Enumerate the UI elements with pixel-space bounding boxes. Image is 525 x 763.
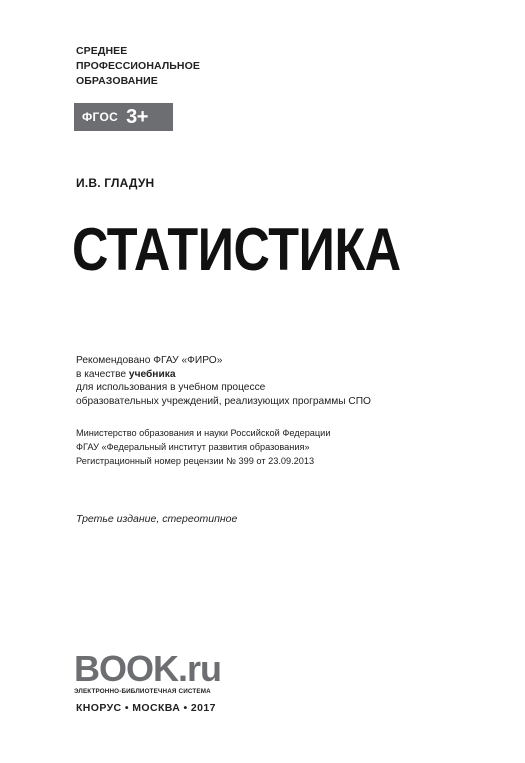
publisher-logo-subtitle: ЭЛЕКТРОННО-БИБЛИОТЕЧНАЯ СИСТЕМА	[74, 688, 211, 695]
fgos-badge	[74, 103, 173, 131]
publisher-logo-text: BOOK.ru	[74, 648, 222, 689]
series-line-2: ПРОФЕССИОНАЛЬНОЕ	[76, 60, 200, 72]
approval-line-2: ФГАУ «Федеральный институт развития образования»	[76, 442, 310, 452]
series-line-1: СРЕДНЕЕ	[76, 45, 128, 57]
recommendation-line-1: Рекомендовано ФГАУ «ФИРО»	[76, 355, 223, 366]
fgos-badge-version: 3+	[126, 105, 148, 128]
recommendation-block	[76, 354, 371, 408]
approval-line-1: Министерство образования и науки Российской Федерации	[76, 428, 331, 438]
series-heading	[76, 44, 200, 89]
approval-line-3: Регистрационный номер рецензии № 399 от 23.09.2013	[76, 456, 315, 466]
publisher-logo	[74, 648, 234, 695]
fgos-badge-label: ФГОС	[82, 110, 119, 124]
recommendation-line-2-bold: учебника	[128, 368, 176, 380]
approval-block	[76, 426, 330, 468]
recommendation-line-3: для использования в учебном процессе	[76, 382, 266, 393]
publisher-imprint: КНОРУС • МОСКВА • 2017	[76, 702, 216, 714]
recommendation-line-2	[76, 368, 371, 382]
author-name: И.В. ГЛАДУН	[76, 176, 155, 190]
series-line-3: ОБРАЗОВАНИЕ	[76, 75, 158, 87]
recommendation-line-2-prefix: в качестве	[76, 368, 129, 380]
book-title: СТАТИСТИКА	[72, 216, 401, 283]
recommendation-line-4: образовательных учреждений, реализующих программы СПО	[76, 395, 371, 407]
edition-note: Третье издание, стереотипное	[76, 513, 238, 525]
